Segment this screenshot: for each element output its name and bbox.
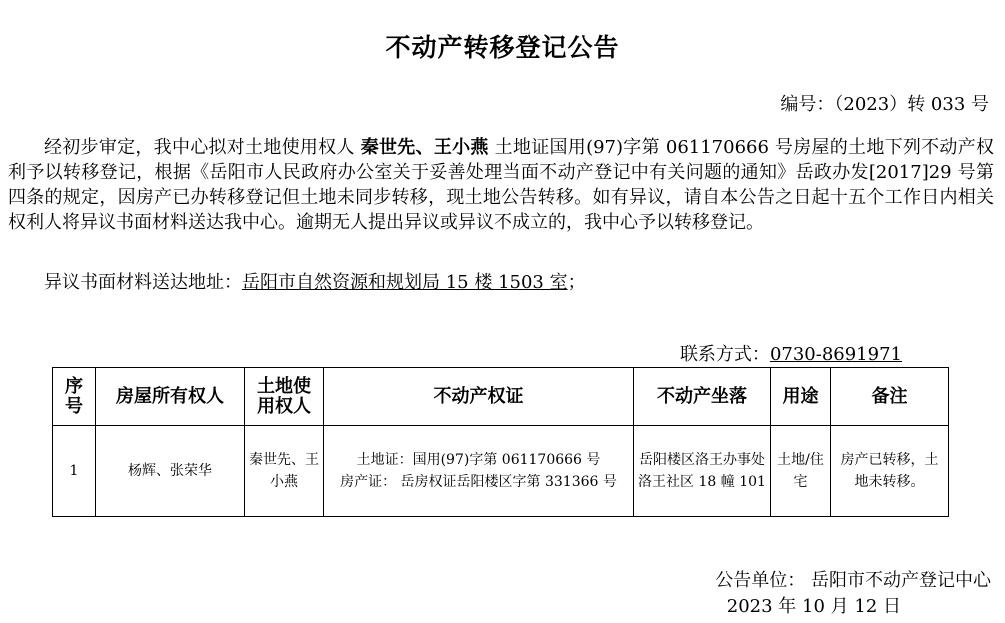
contact-phone: 0730-8691971	[769, 344, 902, 365]
cell-certificate	[324, 426, 634, 517]
document-number: 编号：（2023）转 033 号	[780, 94, 989, 115]
body-part1: 经初步审定，我中心拟对土地使用权人	[44, 137, 361, 158]
issue-date: 2023 年 10 月 12 日	[726, 596, 901, 617]
contact-label: 联系方式：	[679, 344, 770, 365]
cell-location: 岳阳楼区洛王办事处洛王社区 18 幢 101	[634, 426, 771, 517]
notice-body	[8, 135, 994, 235]
cell-house-owner: 杨辉、张荣华	[96, 426, 245, 517]
header-house-owner: 房屋所有权人	[96, 368, 245, 426]
address-suffix: ；	[567, 272, 586, 293]
cell-land-user: 秦世先、王小燕	[245, 426, 324, 517]
cell-remarks: 房产已转移，土地未转移。	[831, 426, 949, 517]
table-header-row	[53, 368, 949, 426]
cell-usage: 土地/住宅	[771, 426, 831, 517]
header-usage: 用途	[771, 368, 831, 426]
address-label: 异议书面材料送达地址：	[44, 272, 242, 293]
header-land-user: 土地使用权人	[245, 368, 324, 426]
registration-table	[52, 367, 949, 517]
issuing-unit: 公告单位： 岳阳市不动产登记中心	[715, 570, 991, 591]
page-title: 不动产转移登记公告	[385, 33, 620, 62]
contact-info	[680, 340, 902, 366]
header-remarks: 备注	[831, 368, 949, 426]
objection-address	[8, 268, 994, 294]
certificate-land: 土地证：国用(97)字第 061170666 号	[356, 452, 601, 468]
address-value: 岳阳市自然资源和规划局 15 楼 1503 室	[242, 272, 568, 293]
certificate-house: 房产证： 岳房权证岳阳楼区字第 331366 号	[340, 474, 617, 490]
body-part2: 土地证国用(97)字第 061170666 号房屋的土地下列不动产权利予以转移登记，根据《岳阳市人民政府办公室关于妥善处理当面不动产登记中有关问题的通知》岳政办发[2017]29 号第四条的规定，因房产已办转移登记但土地未同步转移，现土地公告转移。如有异议，请自本公告之日起十五个工作日内相关权利人将异议书面材料送达我中心。逾期无人提出异议或异议不成立的，我中心予以转移登记。	[8, 137, 994, 233]
table-row	[53, 426, 949, 517]
header-seq: 序号	[53, 368, 96, 426]
header-certificate: 不动产权证	[324, 368, 634, 426]
land-user-names: 秦世先、王小燕	[360, 137, 489, 158]
cell-seq: 1	[53, 426, 96, 517]
header-location: 不动产坐落	[634, 368, 771, 426]
